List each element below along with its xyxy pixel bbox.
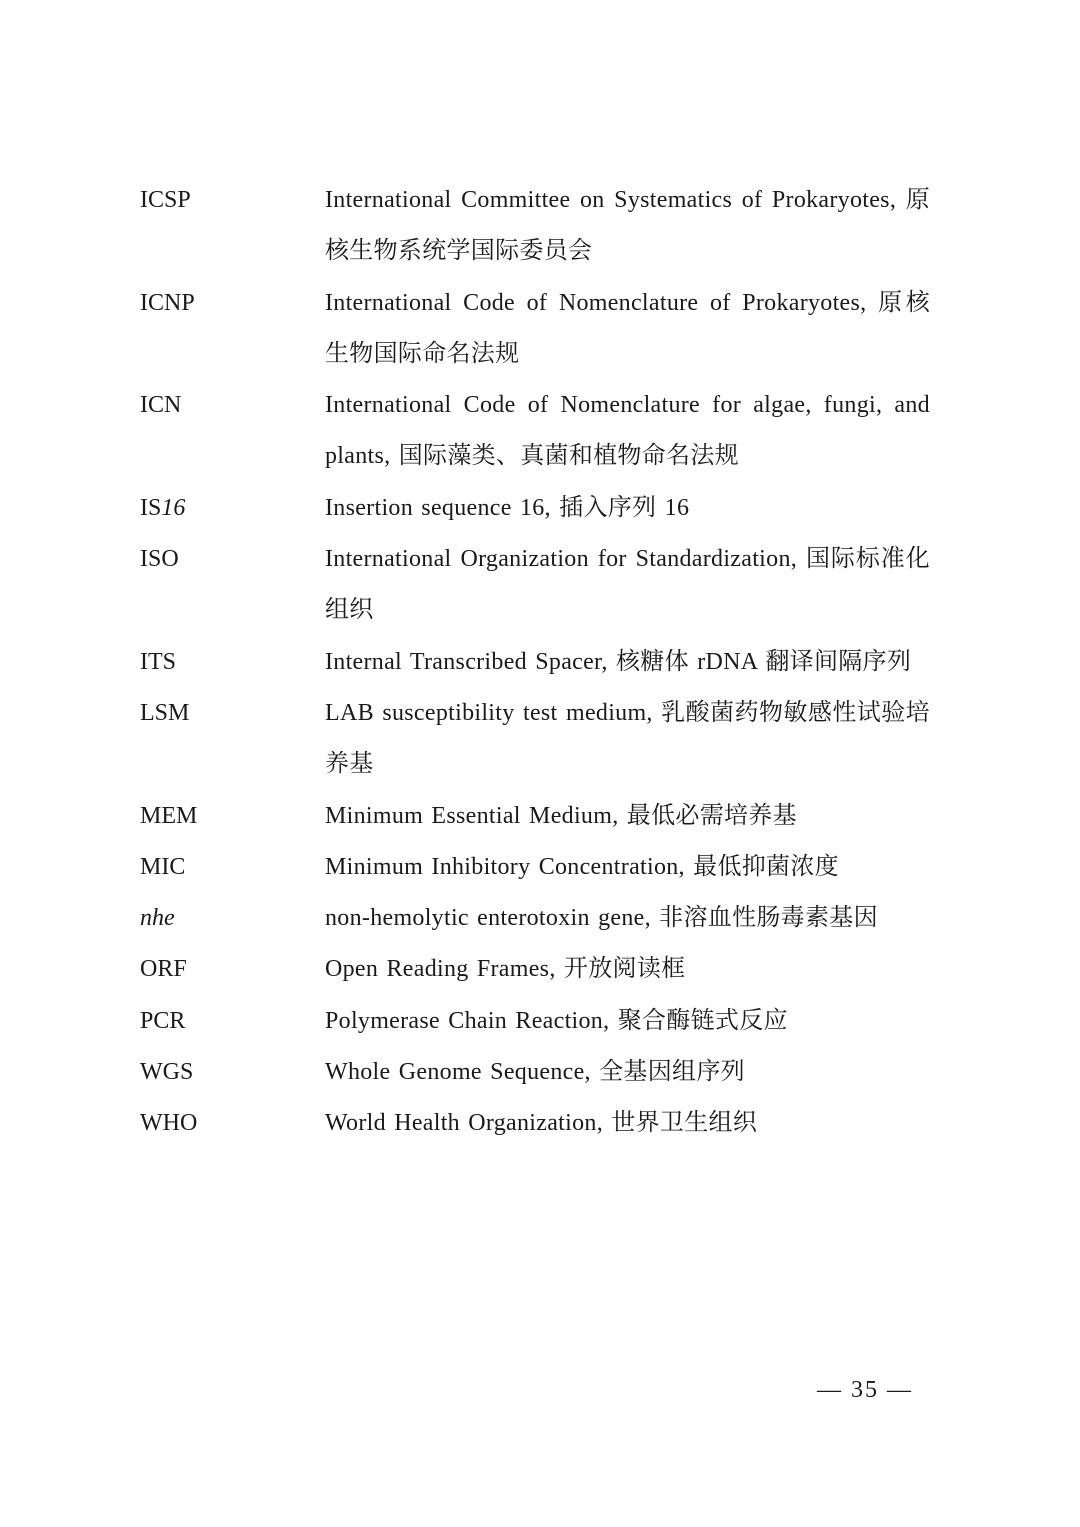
abbreviation-definition: LAB susceptibility test medium, 乳酸菌药物敏感性试验培养基: [325, 699, 930, 778]
page-number: — 35 —: [817, 1377, 913, 1403]
glossary-entry-pcr: [140, 996, 930, 1047]
abbreviation-term: WHO: [140, 1110, 198, 1137]
abbreviation-term: ICNP: [140, 289, 195, 316]
abbreviation-term: ICN: [140, 392, 182, 419]
abbreviation-definition: International Organization for Standardization, 国际标准化组织: [325, 546, 930, 624]
abbreviation-term: PCR: [140, 1007, 186, 1034]
abbreviation-definition: Minimum Essential Medium, 最低必需培养基: [325, 802, 797, 829]
glossary-entry-icnp: [140, 278, 930, 381]
abbreviation-term: ISO: [140, 546, 179, 573]
abbreviation-term: [140, 483, 325, 534]
abbreviation-term: ORF: [140, 956, 187, 983]
abbreviation-term-italic-number: 16: [161, 494, 186, 521]
abbreviation-definition: non-hemolytic enterotoxin gene, 非溶血性肠毒素基因: [325, 905, 878, 932]
abbreviation-definition: World Health Organization, 世界卫生组织: [325, 1110, 758, 1137]
glossary-entry-icn: [140, 380, 930, 483]
glossary-entry-iso: [140, 534, 930, 637]
glossary-entry-nhe: [140, 893, 930, 944]
glossary-entry-lsm: [140, 688, 930, 791]
abbreviation-term: LSM: [140, 699, 190, 726]
abbreviation-term: ITS: [140, 648, 176, 675]
abbreviation-term: MIC: [140, 853, 186, 880]
glossary-entry-who: [140, 1098, 930, 1149]
abbreviation-term: MEM: [140, 802, 198, 829]
abbreviation-definition: Whole Genome Sequence, 全基因组序列: [325, 1059, 745, 1086]
abbreviation-definition: International Code of Nomenclature of Prokaryotes, 原核生物国际命名法规: [325, 289, 930, 367]
abbreviation-definition: Insertion sequence 16, 插入序列 16: [325, 494, 690, 521]
abbreviation-definition: Polymerase Chain Reaction, 聚合酶链式反应: [325, 1007, 788, 1034]
abbreviation-term: WGS: [140, 1059, 194, 1086]
abbreviation-glossary: [140, 175, 930, 1150]
glossary-entry-mem: [140, 791, 930, 842]
abbreviation-definition: Minimum Inhibitory Concentration, 最低抑菌浓度: [325, 853, 839, 880]
abbreviation-term: ICSP: [140, 187, 191, 213]
glossary-entry-mic: [140, 842, 930, 893]
abbreviation-definition: Internal Transcribed Spacer, 核糖体 rDNA 翻译间隔序列: [325, 648, 912, 675]
glossary-entry-its: [140, 637, 930, 688]
abbreviation-term: nhe: [140, 905, 175, 932]
abbreviation-definition: Open Reading Frames, 开放阅读框: [325, 956, 686, 983]
abbreviation-definition: International Committee on Systematics of Prokaryotes, 原核生物系统学国际委员会: [325, 187, 930, 265]
abbreviation-definition: International Code of Nomenclature for algae, fungi, and plants, 国际藻类、真菌和植物命名法规: [325, 392, 930, 470]
glossary-entry-icsp: [140, 175, 930, 278]
abbreviation-term-prefix: IS: [140, 494, 162, 521]
glossary-entry-orf: [140, 944, 930, 995]
glossary-entry-is16: [140, 483, 930, 534]
glossary-entry-wgs: [140, 1047, 930, 1098]
